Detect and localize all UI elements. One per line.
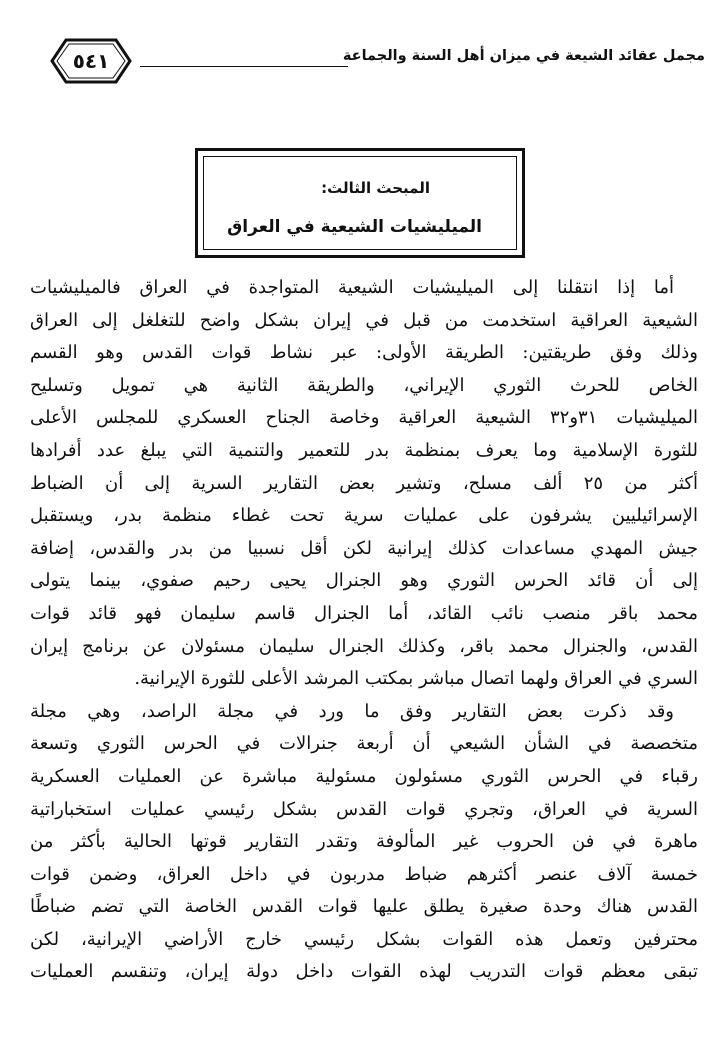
section-label: المبحث الثالث: bbox=[321, 179, 430, 197]
text-line: القدس هناك وحدة صغيرة يطلق عليها قوات القدس الخاصة التي تضم ضباطًا bbox=[30, 896, 698, 918]
text-line: للثورة الإسلامية وما يعرف بمنظمة بدر للتعمير والتنمية التي يبلغ عدد أفرادها bbox=[30, 439, 698, 461]
text-line: السرية في العراق، وتجري قوات القدس بشكل رئيسي عمليات استخباراتية bbox=[30, 798, 698, 820]
text-line: الإسرائيليين يشرفون على عمليات سرية تحت غطاء منظمة بدر، ويستقبل bbox=[30, 505, 698, 527]
text-line: جيش المهدي مساعدات كذلك إيرانية لكن أقل نسبيا من بدر والقدس، إضافة bbox=[30, 537, 698, 559]
text-line: القدس، والجنرال محمد باقر، وكذلك الجنرال سليمان مسئولان عن برنامج إيران bbox=[30, 635, 698, 657]
body-text bbox=[30, 272, 698, 989]
text-line: أكثر من ٢٥ ألف مسلح، وتشير بعض التقارير السرية إلى أن الضباط bbox=[30, 472, 698, 494]
text-line: خمسة آلاف عنصر أكثرهم ضباط مدربون في داخل العراق، وضمن قوات bbox=[30, 863, 698, 885]
section-heading-box bbox=[195, 148, 525, 258]
text-line: ماهرة في فن الحروب غير المألوفة وتقدر التقارير قوتها الحالية بأكثر من bbox=[30, 831, 698, 853]
page-number: ٥٤١ bbox=[72, 49, 110, 73]
text-line: أما إذا انتقلنا إلى الميليشيات الشيعية المتواجدة في العراق فالميليشيات bbox=[30, 277, 674, 298]
text-line: تبقى معظم قوات التدريب لهذه القوات داخل دولة إيران، وتنقسم العمليات bbox=[30, 961, 698, 983]
text-line: متخصصة في الشأن الشيعي أن أربعة جنرالات في الحرس الثوري وتسعة bbox=[30, 733, 698, 755]
text-line: الخاص للحرث الثوري الإيراني، والطريقة الثانية هي تمويل وتسليح bbox=[30, 374, 698, 396]
page-number-badge bbox=[48, 36, 134, 86]
header-rule bbox=[140, 66, 348, 67]
text-line: وقد ذكرت بعض التقارير وفق ما ورد في مجلة الراصد، وهي مجلة bbox=[30, 700, 674, 722]
text-line: السري في العراق ولهما اتصال مباشر بمكتب المرشد الأعلى للثورة الإيرانية. bbox=[134, 668, 698, 690]
text-line: محمد باقر منصب نائب القائد، أما الجنرال قاسم سليمان فهو قائد قوات bbox=[30, 602, 698, 624]
section-title: الميليشيات الشيعية في العراق bbox=[227, 217, 482, 237]
text-line: محترفين وتعمل هذه القوات بشكل رئيسي خارج الأراضي الإيرانية، لكن bbox=[30, 928, 698, 950]
text-line: رقباء في الحرس الثوري مسئولون مسئولية مباشرة عن العمليات العسكرية bbox=[30, 765, 698, 787]
text-line: وذلك وفق طريقتين: الطريقة الأولى: عبر نشاط قوات القدس وهو القسم bbox=[30, 342, 698, 364]
text-line: الميليشيات ٣١و٣٢ الشيعية العراقية وخاصة الجناح العسكري للمجلس الأعلى bbox=[30, 407, 698, 429]
text-line: إلى أن قائد الحرس الثوري وهو الجنرال يحيى رحيم صفوي، بينما يتولى bbox=[30, 570, 698, 592]
running-title: مجمل عقائد الشيعة في ميزان أهل السنة والجماعة bbox=[342, 48, 705, 64]
text-line: الشيعية العراقية استخدمت من قبل في إيران بشكل واضح للتغلغل إلى العراق bbox=[30, 309, 698, 331]
page-header bbox=[0, 30, 727, 94]
